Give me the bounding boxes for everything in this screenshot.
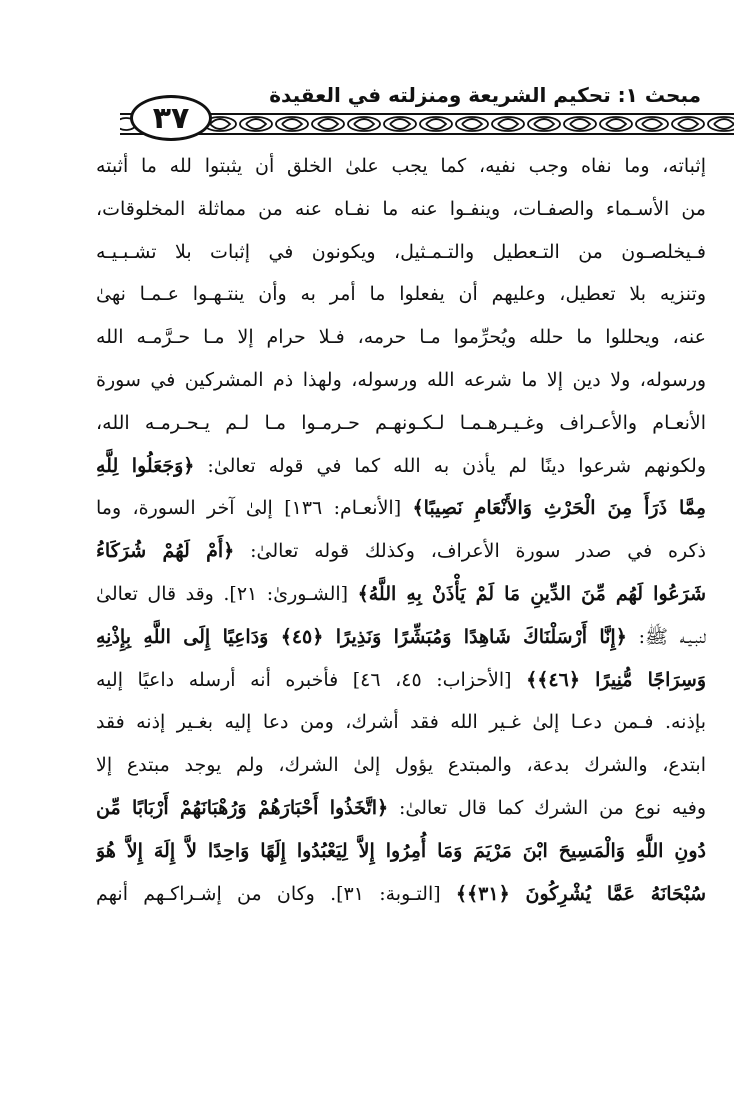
quran-verse-text: ﴿أَمْ لَهُمْ شُرَكَاءُ [96, 540, 235, 563]
text-line [96, 188, 706, 231]
quran-verse-text: شَرَعُوا لَهُم مِّنَ الدِّينِ مَا لَمْ يَأْذَنْ بِهِ اللَّهُ﴾ [357, 582, 706, 605]
page-number-badge: ٣٧ [130, 95, 212, 141]
quran-verse-text: مِمَّا ذَرَأَ مِنَ الْحَرْثِ وَالأَنْعَامِ نَصِيبًا﴾ [412, 497, 706, 520]
text-line [96, 402, 706, 445]
body-text [96, 145, 706, 915]
text-line [96, 787, 706, 830]
text-line [96, 231, 706, 274]
text-line [96, 701, 706, 744]
running-header-title: مبحث ١: تحكيم الشريعة ومنزلته في العقيدة [269, 83, 701, 107]
text-line [96, 487, 706, 530]
body-text-segment: وتنزيه بلا تعطيل، وعليهم أن يفعلوا ما أمر به وأن ينتـهـوا عـمـا نهىٰ [96, 283, 706, 306]
text-line [96, 445, 706, 488]
quran-verse-text: دُونِ اللَّهِ وَالْمَسِيحَ ابْنَ مَرْيَمَ وَمَا أُمِرُوا إِلاَّ لِيَعْبُدُوا إِلَهًا وَاحِدًا لاَّ إِلَهَ إِلاَّ هُوَ [96, 839, 706, 862]
body-text-segment: [الأحزاب: ٤٥، ٤٦] فأخبره أنه أرسله داعيًا إليه [96, 668, 527, 691]
quran-verse-text: ﴿اتَّخَذُوا أَحْبَارَهُمْ وَرُهْبَانَهُمْ أَرْبَابًا مِّن [96, 796, 389, 819]
text-line [96, 873, 706, 916]
body-text-segment: الأنعـام والأعـراف وغـيـرهـمـا لـكـونهـم حـرمـوا مـا لـم يـحـرمـه الله، [96, 411, 706, 434]
body-text-segment: إثباته، وما نفاه وجب نفيه، كما يجب علىٰ الخلق أن يثبتوا لله ما أثبته [96, 155, 706, 177]
body-text-segment: ورسوله، ولا دين إلا ما شرعه الله ورسوله، ولهذا ذم المشركين في سورة [96, 368, 706, 391]
body-text-segment: وفيه نوع من الشرك كما قال تعالىٰ: [388, 796, 706, 819]
text-line [96, 744, 706, 787]
quran-verse-text: ﴿وَجَعَلُوا لِلَّهِ [96, 454, 195, 477]
text-line [96, 659, 706, 702]
quran-verse-text: سُبْحَانَهُ عَمَّا يُشْرِكُونَ ﴿٣١﴾﴾ [455, 882, 706, 905]
quran-verse-text: ﴿إِنَّا أَرْسَلْنَاكَ شَاهِدًا وَمُبَشِّرًا وَنَذِيرًا ﴿٤٥﴾ وَدَاعِيًا إِلَى اللَّهِ بِإِذْنِهِ [96, 625, 627, 648]
body-text-segment: فـيخلصـون من التـعطيل والتـمـثيل، ويكونون في إثبات بلا تشـبـيـه [96, 240, 706, 263]
text-line [96, 145, 706, 188]
body-text-segment: [الأنعـام: ١٣٦] إلىٰ آخر السورة، وما [96, 497, 413, 520]
body-text-segment: عنه، ويحللوا ما حلله ويُحرِّموا مـا حرمه، فـلا حرام إلا مـا حـرَّمـه الله [96, 326, 706, 349]
text-line [96, 273, 706, 316]
text-line [96, 359, 706, 402]
text-line [96, 530, 706, 573]
body-text-segment: [الشـورىٰ: ٢١]. وقد قال تعالىٰ [96, 582, 358, 605]
body-text-segment: [التـوبة: ٣١]. وكان من إشـراكـهم أنهم [96, 882, 456, 905]
text-line [96, 573, 706, 616]
body-text-segment: ابتدع، والشرك بدعة، والمبتدع يؤول إلىٰ الشرك، ولم يوجد مبتدع إلا [96, 754, 706, 777]
body-text-segment: بإذنه. فـمن دعـا إلىٰ غـير الله فقد أشرك، ومن دعا إليه بغـير إذنه فقد [96, 711, 706, 734]
text-line [96, 616, 706, 659]
text-line [96, 316, 706, 359]
body-text-segment: من الأسـماء والصفـات، وينفـوا عنه ما نفـاه عنه من مماثلة المخلوقات، [96, 197, 706, 220]
quran-verse-text: وَسِرَاجًا مُّنِيرًا ﴿٤٦﴾﴾ [526, 668, 706, 691]
body-text-segment: ذكره في صدر سورة الأعراف، وكذلك قوله تعالىٰ: [234, 540, 706, 563]
header-ornament-border [120, 104, 734, 140]
body-text-segment: لنبـيـه ﷺ: [626, 625, 706, 648]
text-line [96, 830, 706, 873]
body-text-segment: ولكونهم شرعوا دينًا لم يأذن به الله كما في قوله تعالىٰ: [194, 454, 706, 477]
